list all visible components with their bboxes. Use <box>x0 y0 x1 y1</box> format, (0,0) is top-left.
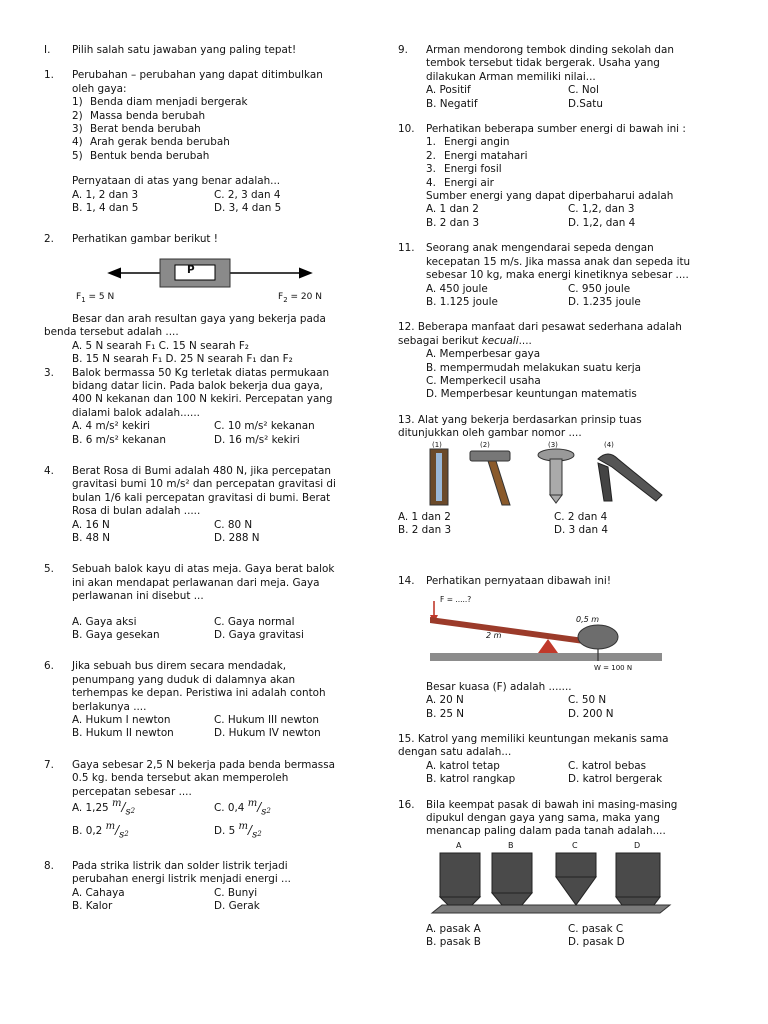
list-item: 4. Energi air <box>426 176 494 189</box>
option-a[interactable]: A. 1,25 $^m/_s2$ <box>72 798 136 818</box>
stake-a <box>440 853 480 897</box>
option-d[interactable]: D. 288 N <box>214 531 260 544</box>
stake-a-label: A <box>456 840 462 850</box>
tool-3-label: (3) <box>548 440 558 449</box>
option-c[interactable]: C. 10 m/s² kekanan <box>214 420 315 433</box>
question-number: 2. <box>44 233 54 246</box>
option-c[interactable]: C. Hukum III newton <box>214 714 319 727</box>
stake-b-label: B <box>508 840 514 850</box>
question-8: 8. Pada strika listrik dan solder listrik terjadi perubahan energi listrik menjadi energi ... A. Cahaya C. Bunyi B. Kalor D. Gerak <box>44 860 356 914</box>
block-label-box <box>175 265 215 280</box>
option-b[interactable]: B. 25 N <box>426 707 465 720</box>
instruction <box>44 44 356 57</box>
ground <box>430 653 662 661</box>
question-number: 3. <box>44 366 54 379</box>
stake-d-tip <box>616 897 660 905</box>
question-5: 5. Sebuah balok kayu di atas meja. Gaya berat balok ini akan mendapat perlawanan dari meja. Gaya perlawanan ini disebut ... A. Gaya aksi C. Gaya normal B. Gaya gesekan D. Gaya gravitasi <box>44 563 356 642</box>
question-number: 15. <box>398 733 415 745</box>
fulcrum <box>538 639 558 653</box>
answer-options <box>72 189 356 216</box>
length-1-label: 2 m <box>486 630 502 640</box>
option-d[interactable]: D.Satu <box>568 97 603 110</box>
tool-4-arm-2 <box>598 463 612 501</box>
stake-c-tip <box>556 877 596 905</box>
question-stem: Perubahan – perubahan yang dapat ditimbulkan <box>72 69 323 82</box>
force-diagram <box>44 253 356 313</box>
option-c[interactable]: C. katrol bebas <box>568 759 647 772</box>
option-d[interactable]: D. Memperbesar keuntungan matematis <box>426 388 637 401</box>
option-a[interactable]: A. Memperbesar gaya <box>426 348 541 361</box>
question-13: 13. Alat yang bekerja berdasarkan prinsip tuas ditunjukkan oleh gambar nomor .... (1) (2) (3) (4) A. 1 dan 2 C. 2 dan 4 B. 2 dan 3 D. 3 dan 4 <box>398 414 710 538</box>
option-b[interactable]: B. 1.125 joule <box>426 295 498 308</box>
option-c[interactable]: C. 50 N <box>568 694 607 707</box>
answer-options <box>398 511 710 538</box>
answer-options <box>398 348 710 402</box>
option-c[interactable]: C. Nol <box>568 84 599 97</box>
question-stem: Perhatikan gambar berikut ! <box>72 233 218 246</box>
block-label: P <box>187 263 195 276</box>
question-number: 4. <box>44 464 54 477</box>
option-a[interactable]: A. 1 dan 2 <box>398 510 451 523</box>
list-item: 4) Arah gerak benda berubah <box>72 136 230 149</box>
list-item: 5) Bentuk benda berubah <box>72 149 210 162</box>
question-number: 1. <box>44 69 54 82</box>
option-d[interactable]: D. 3 dan 4 <box>554 523 608 536</box>
option-c[interactable]: C. Gaya normal <box>214 615 295 628</box>
option-c[interactable]: C. pasak C <box>568 922 624 935</box>
question-3: 3. Balok bermassa 50 Kg terletak diatas permukaan bidang datar licin. Pada balok bekerja dua gaya, 400 N kekanan dan 100 N kekiri. Percepatan yang dialami balok adalah...... A. 4 m/s² kekiri C. 10 m/s² kekanan B. 6 m/s² kekanan D. 16 m/s² kekiri <box>44 367 356 447</box>
answer-options <box>72 887 356 914</box>
option-a[interactable]: A. 16 N <box>72 518 110 531</box>
option-d[interactable]: D. Hukum IV newton <box>214 727 321 740</box>
statement-list <box>72 96 356 163</box>
question-number: 7. <box>44 758 54 771</box>
option-a[interactable]: A. Hukum I newton <box>72 714 171 727</box>
answer-options <box>44 340 356 367</box>
question-1 <box>44 69 356 215</box>
option-a[interactable]: A. 20 N <box>426 694 464 707</box>
option-c[interactable]: C. 0,4 $^m/_s2$ <box>214 798 271 818</box>
stake-d <box>616 853 660 897</box>
list-item: 2. Energi matahari <box>426 149 528 162</box>
question-12: 12. Beberapa manfaat dari pesawat sederhana adalah sebagai berikut kecuali.... A. Memperbesar gaya B. mempermudah melakukan suatu kerja C. Memperkecil usaha D. Memperbesar keuntungan matematis <box>398 321 710 401</box>
option-d[interactable]: D. 5 $^m/_s2$ <box>214 821 262 841</box>
list-item: 3. Energi fosil <box>426 163 502 176</box>
question-2 <box>44 233 356 246</box>
option-d[interactable]: D. 1.235 joule <box>568 295 641 308</box>
weight-label: W = 100 N <box>594 663 633 672</box>
energy-list <box>426 136 710 190</box>
question-6: 6. Jika sebuah bus direm secara mendadak, penumpang yang duduk di dalamnya akan terhempas ke depan. Peristiwa ini adalah contoh berlakunya .... A. Hukum I newton C. Hukum III newton B. Hukum II newton D. Hukum IV newton <box>44 660 356 740</box>
list-item: 3) Berat benda berubah <box>72 123 201 136</box>
option-d[interactable]: D. pasak D <box>568 936 625 949</box>
stake-b-tip <box>492 893 532 905</box>
answer-options <box>72 420 356 447</box>
option-c[interactable]: C. 2 dan 4 <box>554 510 608 523</box>
option-c[interactable]: C. 80 N <box>214 518 253 531</box>
question-15: 15. Katrol yang memiliki keuntungan mekanis sama dengan satu adalah... A. katrol tetap C. katrol bebas B. katrol rangkap D. katrol bergerak <box>398 733 710 787</box>
answer-options <box>426 84 710 111</box>
option-c[interactable]: C. 1,2, dan 3 <box>568 203 635 216</box>
option-b[interactable]: B. 2 dan 3 <box>426 216 480 229</box>
instruction-number: I. <box>44 44 51 56</box>
option-b[interactable]: B. pasak B <box>426 936 481 949</box>
option-d[interactable]: D. 16 m/s² kekiri <box>214 433 300 446</box>
right-column <box>398 44 710 950</box>
question-number: 6. <box>44 660 54 673</box>
answer-options <box>72 798 356 842</box>
option-c[interactable]: C. 2, 3 dan 4 <box>214 188 281 201</box>
question-7: 7. Gaya sebesar 2,5 N bekerja pada benda bermassa 0.5 kg. benda tersebut akan memperoleh percepatan sebesar .... A. 1,25 $^m/_s2$ C. 0,4 $^m/_s2$ B. 0,2 $^m/_s2$ D. 5 $^m/_s2$ <box>44 759 356 842</box>
ground-plate <box>432 905 670 913</box>
tools-svg <box>426 441 666 507</box>
instruction-text: Pilih salah satu jawaban yang paling tepat! <box>72 44 297 56</box>
length-2-label: 0,5 m <box>576 614 600 624</box>
option-b[interactable]: B. 48 N <box>72 531 111 544</box>
answer-options <box>398 760 710 787</box>
tool-4-label: (4) <box>604 440 614 449</box>
lever-tools-figure <box>426 441 710 507</box>
stake-d-label: D <box>634 840 641 850</box>
option-b[interactable]: B. 6 m/s² kekanan <box>72 433 166 446</box>
stake-figure <box>398 841 710 923</box>
question-number: 9. <box>398 44 408 56</box>
option-a[interactable]: A. 4 m/s² kekiri <box>72 420 151 433</box>
tool-1-scale <box>436 453 442 501</box>
option-d[interactable]: D. 200 N <box>568 707 614 720</box>
load-stone <box>578 625 618 649</box>
option-row[interactable]: B. 15 N searah F₁ D. 25 N searah F₁ dan F₂ <box>72 353 293 366</box>
option-b[interactable]: B. Hukum II newton <box>72 727 174 740</box>
answer-options <box>426 203 710 230</box>
answer-options <box>72 519 356 546</box>
question-text: benda tersebut adalah .... <box>44 326 179 339</box>
left-column <box>44 44 356 914</box>
list-item: 1. Energi angin <box>426 136 510 149</box>
list-item: 2) Massa benda berubah <box>72 109 206 122</box>
question-stem: oleh gaya: <box>72 82 127 95</box>
question-number: 13. <box>398 413 415 426</box>
stake-a-tip <box>440 897 480 905</box>
force-1-label: $F_1 = 5$ N <box>76 291 115 304</box>
question-number: 8. <box>44 859 54 872</box>
option-d[interactable]: D. Gaya gravitasi <box>214 629 304 641</box>
option-b[interactable]: B. Kalor <box>72 900 113 913</box>
force-2-label: $F_2 = 20$ N <box>278 291 322 304</box>
option-d[interactable]: D. 3, 4 dan 5 <box>214 202 282 215</box>
answer-options <box>398 694 710 721</box>
option-b[interactable]: B. 1, 4 dan 5 <box>72 202 139 215</box>
list-item: 1) Benda diam menjadi bergerak <box>72 96 248 109</box>
option-b[interactable]: B. Negatif <box>426 97 478 110</box>
stakes-svg <box>398 841 710 923</box>
question-number: 11. <box>398 242 415 255</box>
question-text: Besar dan arah resultan gaya yang bekerja pada <box>72 312 326 325</box>
option-a[interactable]: A. katrol tetap <box>426 759 500 772</box>
tool-1-label: (1) <box>432 440 442 449</box>
option-b[interactable]: B. mempermudah melakukan suatu kerja <box>426 361 642 374</box>
answer-options <box>426 283 710 310</box>
answer-options <box>44 616 356 643</box>
option-row[interactable]: A. 5 N searah F₁ C. 15 N searah F₂ <box>72 339 249 352</box>
question-4: 4. Berat Rosa di Bumi adalah 480 N, jika percepatan gravitasi bumi 10 m/s² dan percepatan gravitasi di bulan 1/6 kali percepatan gravitasi di bumi. Berat Rosa di bulan adalah ..... A. 16 N C. 80 N B. 48 N D. 288 N <box>44 465 356 545</box>
question-number: 12. <box>398 321 415 334</box>
option-a[interactable]: A. Gaya aksi <box>72 615 137 628</box>
lever-diagram <box>426 595 710 675</box>
question-16: 16. Bila keempat pasak di bawah ini masing-masing dipukul dengan gaya yang sama, maka yang menancap paling dalam pada tanah adalah.... <box>398 798 678 838</box>
question-10: 10. Perhatikan beberapa sumber energi di bawah ini : 1. Energi angin 2. Energi matahari 3. Energi fosil 4. Energi air Sumber energi yang dapat diperbaharui adalah A. 1 dan 2 C. 1,2, dan 3 B. 2 dan 3 D. 1,2, dan 4 <box>398 123 710 230</box>
option-d[interactable]: D. Gerak <box>214 900 260 913</box>
force-label: F = .....? <box>440 594 472 604</box>
stake-c-label: C <box>572 840 578 850</box>
question-number: 10. <box>398 123 415 136</box>
stake-b <box>492 853 532 893</box>
option-a[interactable]: A. 1 dan 2 <box>426 203 479 216</box>
option-b[interactable]: B. katrol rangkap <box>426 773 516 786</box>
option-c[interactable]: C. 950 joule <box>568 282 631 295</box>
answer-options <box>72 714 356 741</box>
option-a[interactable]: A. 450 joule <box>426 282 488 295</box>
question-11: 11. Seorang anak mengendarai sepeda dengan kecepatan 15 m/s. Jika massa anak dan sepeda itu sebesar 10 kg, maka energi kinetiknya sebesar .... A. 450 joule C. 950 joule B. 1.125 joule D. 1.235 joule <box>398 242 710 309</box>
answer-options <box>398 923 710 950</box>
tool-2-label: (2) <box>480 440 490 449</box>
question-number: 14. <box>398 575 415 588</box>
option-b[interactable]: B. 2 dan 3 <box>398 523 452 536</box>
question-number: 5. <box>44 563 54 576</box>
question-prompt: Pernyataan di atas yang benar adalah... <box>72 175 281 188</box>
tool-3-shank <box>550 459 562 495</box>
question-number: 16. <box>398 798 415 811</box>
option-a[interactable]: A. 1, 2 dan 3 <box>72 188 139 201</box>
tool-2-head <box>470 451 510 461</box>
option-a[interactable]: A. Cahaya <box>72 886 125 899</box>
option-a[interactable]: A. Positif <box>426 84 471 97</box>
question-14: 14. Perhatikan pernyataan dibawah ini! F = .....? 2 m 0,5 m W = 100 N Besar kuasa (F) adalah ....... A. 20 N C. 50 N B. 25 N D. 200 N <box>398 575 710 721</box>
option-c[interactable]: C. Memperkecil usaha <box>426 374 541 387</box>
stake-c <box>556 853 596 877</box>
option-a[interactable]: A. pasak A <box>426 922 481 935</box>
option-d[interactable]: D. 1,2, dan 4 <box>568 216 636 229</box>
tool-2-handle <box>488 461 510 505</box>
option-b[interactable]: B. Gaya gesekan <box>72 629 160 641</box>
option-c[interactable]: C. Bunyi <box>214 886 258 899</box>
option-b[interactable]: B. 0,2 $^m/_s2$ <box>72 821 129 841</box>
question-9: 9. Arman mendorong tembok dinding sekolah dan tembok tersebut tidak bergerak. Usaha yang dilakukan Arman memiliki nilai... A. Positif C. Nol B. Negatif D.Satu <box>398 44 710 111</box>
tool-3-tip <box>550 495 562 503</box>
option-d[interactable]: D. katrol bergerak <box>568 773 663 786</box>
